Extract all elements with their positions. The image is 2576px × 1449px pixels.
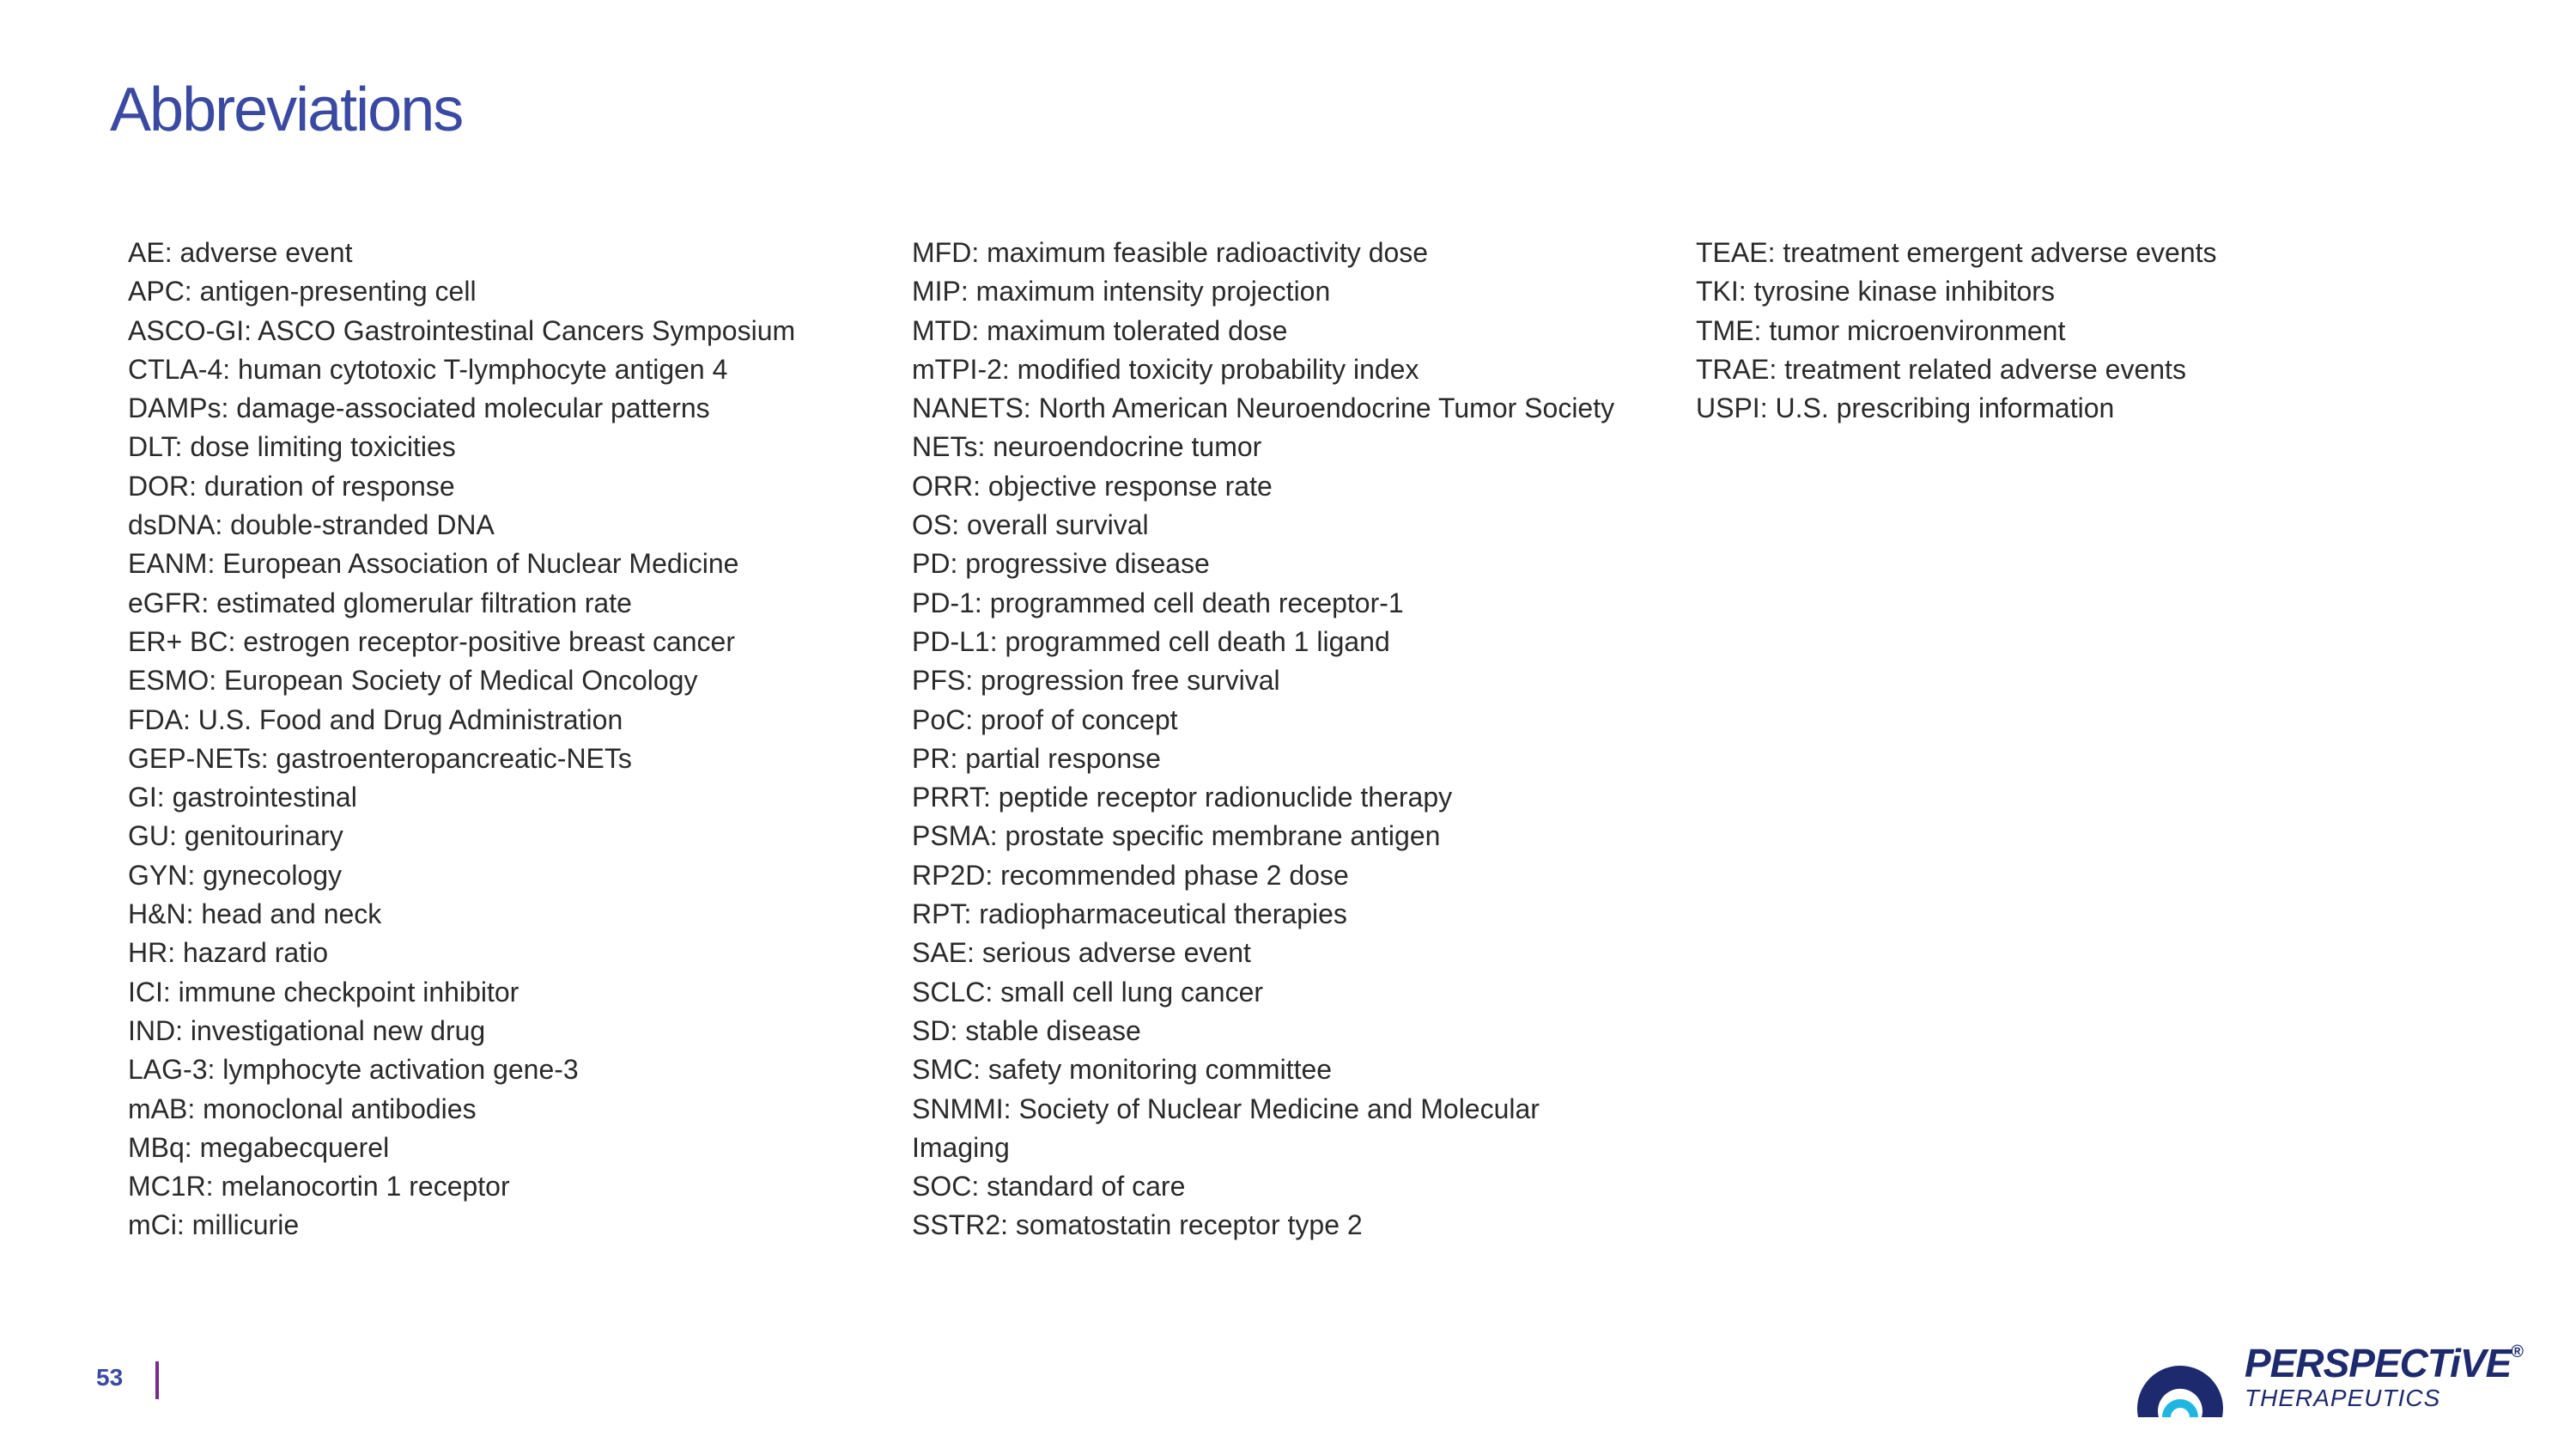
abbreviation-item: SOC: standard of care — [912, 1171, 1186, 1202]
abbreviation-item: mCi: millicurie — [128, 1209, 300, 1241]
abbreviation-item: ESMO: European Society of Medical Oncology — [128, 665, 698, 697]
abbreviation-item: MBq: megabecquerel — [128, 1131, 390, 1163]
abbreviation-item: SAE: serious adverse event — [912, 937, 1251, 969]
abbreviation-item: IND: investigational new drug — [128, 1014, 486, 1046]
abbreviation-item: TRAE: treatment related adverse events — [1696, 353, 2186, 385]
page-title: Abbreviations — [110, 76, 463, 144]
brand-name-text: PERSPECTiVE — [2245, 1341, 2512, 1385]
abbreviation-item: HR: hazard ratio — [128, 937, 328, 969]
abbreviation-item: eGFR: estimated glomerular filtration rate — [128, 587, 632, 618]
abbreviation-item: MTD: maximum tolerated dose — [912, 314, 1288, 346]
abbreviation-item: NETs: neuroendocrine tumor — [912, 431, 1262, 463]
abbreviation-column-3 — [1696, 234, 2217, 428]
abbreviation-item: PRRT: peptide receptor radionuclide therapy — [912, 782, 1453, 813]
abbreviation-item: SSTR2: somatostatin receptor type 2 — [912, 1209, 1363, 1241]
abbreviation-item: EANM: European Association of Nuclear Medicine — [128, 548, 739, 580]
abbreviation-item: PR: partial response — [912, 742, 1161, 774]
abbreviation-item: PFS: progression free survival — [912, 665, 1280, 697]
page-number: 53 — [96, 1364, 124, 1391]
perspective-logo-icon — [2129, 1331, 2231, 1426]
abbreviation-item: TME: tumor microenvironment — [1696, 314, 2066, 346]
abbreviation-item: LAG-3: lymphocyte activation gene-3 — [128, 1054, 579, 1086]
abbreviation-item: SD: stable disease — [912, 1014, 1141, 1046]
abbreviation-item: OS: overall survival — [912, 509, 1149, 541]
abbreviation-item: DAMPs: damage-associated molecular patterns — [128, 393, 710, 424]
registered-mark: ® — [2511, 1342, 2524, 1361]
abbreviation-item: Imaging — [912, 1131, 1010, 1163]
brand-subtitle: THERAPEUTICS — [2245, 1385, 2441, 1411]
abbreviation-item: GEP-NETs: gastroenteropancreatic-NETs — [128, 742, 632, 774]
abbreviation-item: TKI: tyrosine kinase inhibitors — [1696, 276, 2055, 307]
abbreviation-item: CTLA-4: human cytotoxic T-lymphocyte antigen 4 — [128, 353, 728, 385]
abbreviation-item: H&N: head and neck — [128, 898, 382, 930]
abbreviation-item: DOR: duration of response — [128, 470, 455, 502]
abbreviation-item: dsDNA: double-stranded DNA — [128, 509, 495, 541]
abbreviation-item: PD-1: programmed cell death receptor-1 — [912, 587, 1404, 618]
abbreviation-column-1 — [128, 234, 795, 1245]
abbreviation-item: GI: gastrointestinal — [128, 782, 357, 813]
abbreviation-item: PSMA: prostate specific membrane antigen — [912, 820, 1441, 852]
abbreviation-item: NANETS: North American Neuroendocrine Tumor Society — [912, 393, 1615, 424]
abbreviation-item: ASCO-GI: ASCO Gastrointestinal Cancers Symposium — [128, 314, 796, 346]
abbreviation-item: GYN: gynecology — [128, 859, 343, 891]
abbreviation-item: PoC: proof of concept — [912, 703, 1178, 735]
abbreviation-item: PD-L1: programmed cell death 1 ligand — [912, 625, 1390, 657]
abbreviation-item: TEAE: treatment emergent adverse events — [1696, 237, 2217, 268]
abbreviation-column-2 — [912, 234, 1614, 1245]
abbreviation-item: SCLC: small cell lung cancer — [912, 976, 1264, 1008]
abbreviation-item: SMC: safety monitoring committee — [912, 1054, 1333, 1086]
abbreviation-item: APC: antigen-presenting cell — [128, 276, 477, 307]
abbreviation-item: MC1R: melanocortin 1 receptor — [128, 1171, 510, 1202]
abbreviation-item: PD: progressive disease — [912, 548, 1210, 580]
abbreviation-item: mTPI-2: modified toxicity probability index — [912, 353, 1419, 385]
abbreviation-item: USPI: U.S. prescribing information — [1696, 393, 2115, 424]
abbreviation-item: mAB: monoclonal antibodies — [128, 1093, 477, 1124]
abbreviation-item: ORR: objective response rate — [912, 470, 1273, 502]
abbreviation-item: MFD: maximum feasible radioactivity dose — [912, 237, 1429, 268]
abbreviation-item: RP2D: recommended phase 2 dose — [912, 859, 1349, 891]
abbreviation-item: MIP: maximum intensity projection — [912, 276, 1331, 307]
abbreviation-item: DLT: dose limiting toxicities — [128, 431, 456, 463]
footer-divider — [155, 1361, 159, 1399]
abbreviation-item: ER+ BC: estrogen receptor-positive breast cancer — [128, 625, 735, 657]
abbreviation-item: FDA: U.S. Food and Drug Administration — [128, 703, 623, 735]
abbreviation-item: AE: adverse event — [128, 237, 353, 268]
abbreviation-item: ICI: immune checkpoint inhibitor — [128, 976, 519, 1008]
abbreviation-item: GU: genitourinary — [128, 820, 343, 852]
brand-name — [2245, 1343, 2523, 1383]
company-logo — [2129, 1331, 2533, 1426]
abbreviation-item: SNMMI: Society of Nuclear Medicine and Molecular — [912, 1093, 1540, 1124]
abbreviation-item: RPT: radiopharmaceutical therapies — [912, 898, 1347, 930]
